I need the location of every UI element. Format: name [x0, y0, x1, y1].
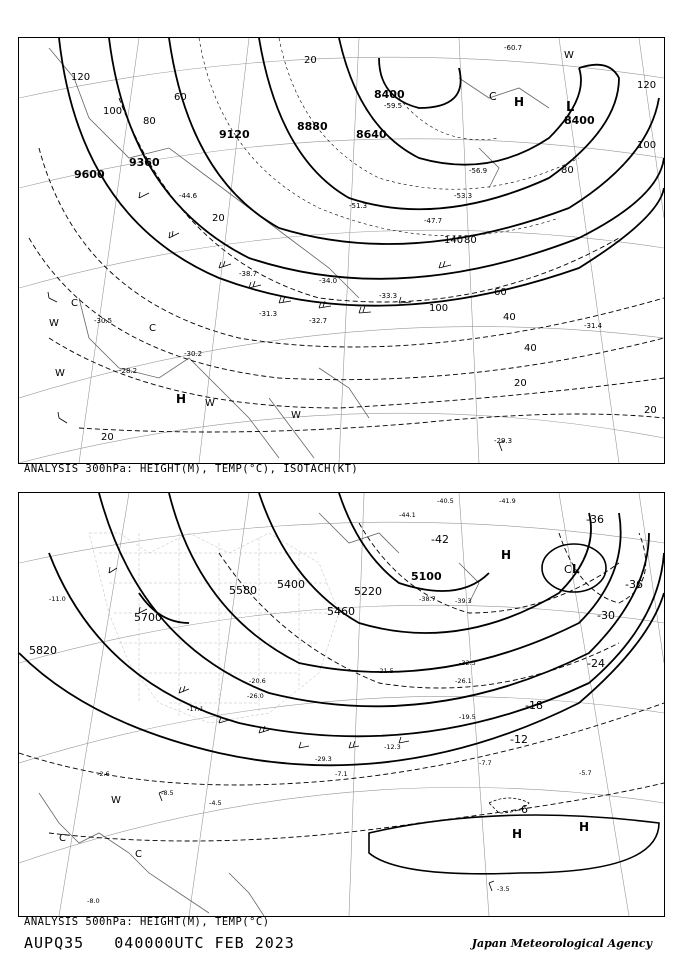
isotach-label: 60 [174, 92, 187, 103]
isotach-label: 80 [464, 235, 477, 246]
map-500hpa [18, 492, 665, 917]
station-value: -40.5 [437, 497, 454, 505]
station-value: -32.5 [459, 659, 476, 667]
temperature-label: -59.5 [384, 102, 403, 110]
low-pressure-marker: L [566, 100, 575, 115]
warm-marker: W [205, 398, 215, 409]
temperature-label: -56.9 [469, 167, 488, 175]
analysis-datetime: 040000UTC FEB 2023 [114, 934, 295, 952]
station-value: -8.0 [87, 897, 100, 905]
cold-marker: C [135, 849, 142, 860]
cold-marker: C [149, 323, 156, 334]
isotach-label: 80 [143, 116, 156, 127]
station-value: -20.6 [249, 677, 266, 685]
isotherm-label: -6 [517, 803, 528, 816]
height-label: 5580 [229, 584, 257, 597]
isotach-label: 20 [514, 378, 527, 389]
cold-marker: C [59, 833, 66, 844]
station-value: -5.7 [579, 769, 592, 777]
agency-name: Japan Meteorological Agency [471, 937, 652, 950]
caption-300hpa: ANALYSIS 300hPa: HEIGHT(M), TEMP(°C), ISOTACH(KT) [24, 463, 359, 475]
isotherm-label: -30 [597, 609, 615, 622]
temperature-label: -29.3 [494, 437, 513, 445]
height-label: 8640 [356, 128, 387, 141]
map-300hpa-canvas [19, 38, 664, 463]
isotach-label: 20 [304, 55, 317, 66]
station-value: -17.1 [187, 705, 204, 713]
caption-500hpa: ANALYSIS 500hPa: HEIGHT(M), TEMP(°C) [24, 916, 270, 928]
isotach-label: 80 [561, 165, 574, 176]
isotach-label: 120 [71, 72, 91, 83]
height-labels-500 [29, 570, 442, 657]
product-code: AUPQ35 [24, 934, 85, 952]
height-label: 9360 [129, 156, 160, 169]
isotach-lines-300 [29, 98, 664, 432]
isotherm-label: -36 [586, 513, 604, 526]
temperature-label: -31.3 [259, 310, 278, 318]
height-label: 5820 [29, 644, 57, 657]
height-label: 5100 [411, 570, 442, 583]
isotherm-label: -42 [431, 533, 449, 546]
station-value: -41.9 [499, 497, 516, 505]
isotach-label: 120 [637, 80, 657, 91]
cold-marker: C [564, 563, 572, 576]
temperature-label: -30.5 [94, 317, 113, 325]
temperature-label: -38.7 [239, 270, 258, 278]
station-value: -11.0 [49, 595, 66, 603]
station-value: -21.5 [377, 667, 394, 675]
station-value: -26.0 [247, 692, 264, 700]
warm-marker: W [55, 368, 65, 379]
high-pressure-marker: H [501, 548, 512, 562]
isotach-label: 100 [637, 140, 657, 151]
station-value: -12.3 [384, 743, 401, 751]
temperature-label: -32.7 [309, 317, 328, 325]
height-label: 8400 [564, 114, 595, 127]
station-value: -3.5 [497, 885, 510, 893]
station-value: -38.7 [419, 595, 436, 603]
isotach-label: 20 [101, 432, 114, 443]
station-value: -29.3 [315, 755, 332, 763]
isotach-label: 100 [429, 303, 449, 314]
isotach-label: 20 [212, 213, 225, 224]
temperature-label: -44.6 [179, 192, 198, 200]
height-label: 5400 [277, 578, 305, 591]
isotach-label: 40 [503, 312, 516, 323]
height-label: 9600 [74, 168, 105, 181]
high-pressure-marker: H [512, 827, 523, 841]
temperature-label: -33.3 [379, 292, 398, 300]
station-value: -44.1 [399, 511, 416, 519]
hatch-region-500 [89, 533, 339, 723]
height-label: 8400 [374, 88, 405, 101]
station-value: -7.7 [479, 759, 492, 767]
temperature-label: -51.3 [349, 202, 368, 210]
isotherm-label: -18 [525, 699, 543, 712]
product-header [24, 934, 295, 952]
isotherm-label: -12 [510, 733, 528, 746]
isotach-label: 40 [524, 343, 537, 354]
wind-barbs-500 [109, 567, 494, 891]
temperature-label: -47.7 [424, 217, 443, 225]
isotach-label: 140 [444, 235, 464, 246]
height-label: 8880 [297, 120, 328, 133]
map-500hpa-canvas [19, 493, 664, 916]
station-value: -2.6 [97, 770, 110, 778]
warm-marker: W [49, 318, 59, 329]
temperature-label: -34.0 [319, 277, 338, 285]
height-label: 5700 [134, 611, 162, 624]
low-pressure-marker: L [572, 562, 580, 576]
isotherm-label: -36 [625, 578, 643, 591]
high-pressure-marker: H [514, 95, 525, 109]
height-label: 5220 [354, 585, 382, 598]
temperature-label: -60.7 [504, 44, 523, 52]
isotach-label: 20 [644, 405, 657, 416]
height-label: 9120 [219, 128, 250, 141]
warm-marker: W [291, 410, 301, 421]
station-value: -39.3 [455, 597, 472, 605]
station-value: -4.5 [209, 799, 222, 807]
station-value: -19.5 [459, 713, 476, 721]
warm-marker: W [564, 50, 574, 61]
isotherm-label: -24 [587, 657, 605, 670]
height-label: 5460 [327, 605, 355, 618]
temperature-label: -30.2 [184, 350, 203, 358]
map-300hpa [18, 37, 665, 464]
station-value: -26.1 [455, 677, 472, 685]
isotach-label: 100 [103, 106, 123, 117]
station-value: -8.5 [161, 789, 174, 797]
warm-marker: W [111, 795, 121, 806]
temperature-label: -31.4 [584, 322, 603, 330]
temperature-label: -28.2 [119, 367, 138, 375]
temperature-label: -53.3 [454, 192, 473, 200]
cold-marker: C [71, 298, 78, 309]
station-value: -7.1 [335, 770, 348, 778]
height-contours-500 [19, 493, 664, 765]
cold-marker: C [489, 90, 497, 103]
wind-barbs-300 [48, 192, 504, 451]
closed-contours-500 [369, 544, 659, 874]
isotach-label: 60 [494, 287, 507, 298]
high-pressure-marker: H [176, 392, 187, 406]
high-pressure-marker: H [579, 820, 590, 834]
